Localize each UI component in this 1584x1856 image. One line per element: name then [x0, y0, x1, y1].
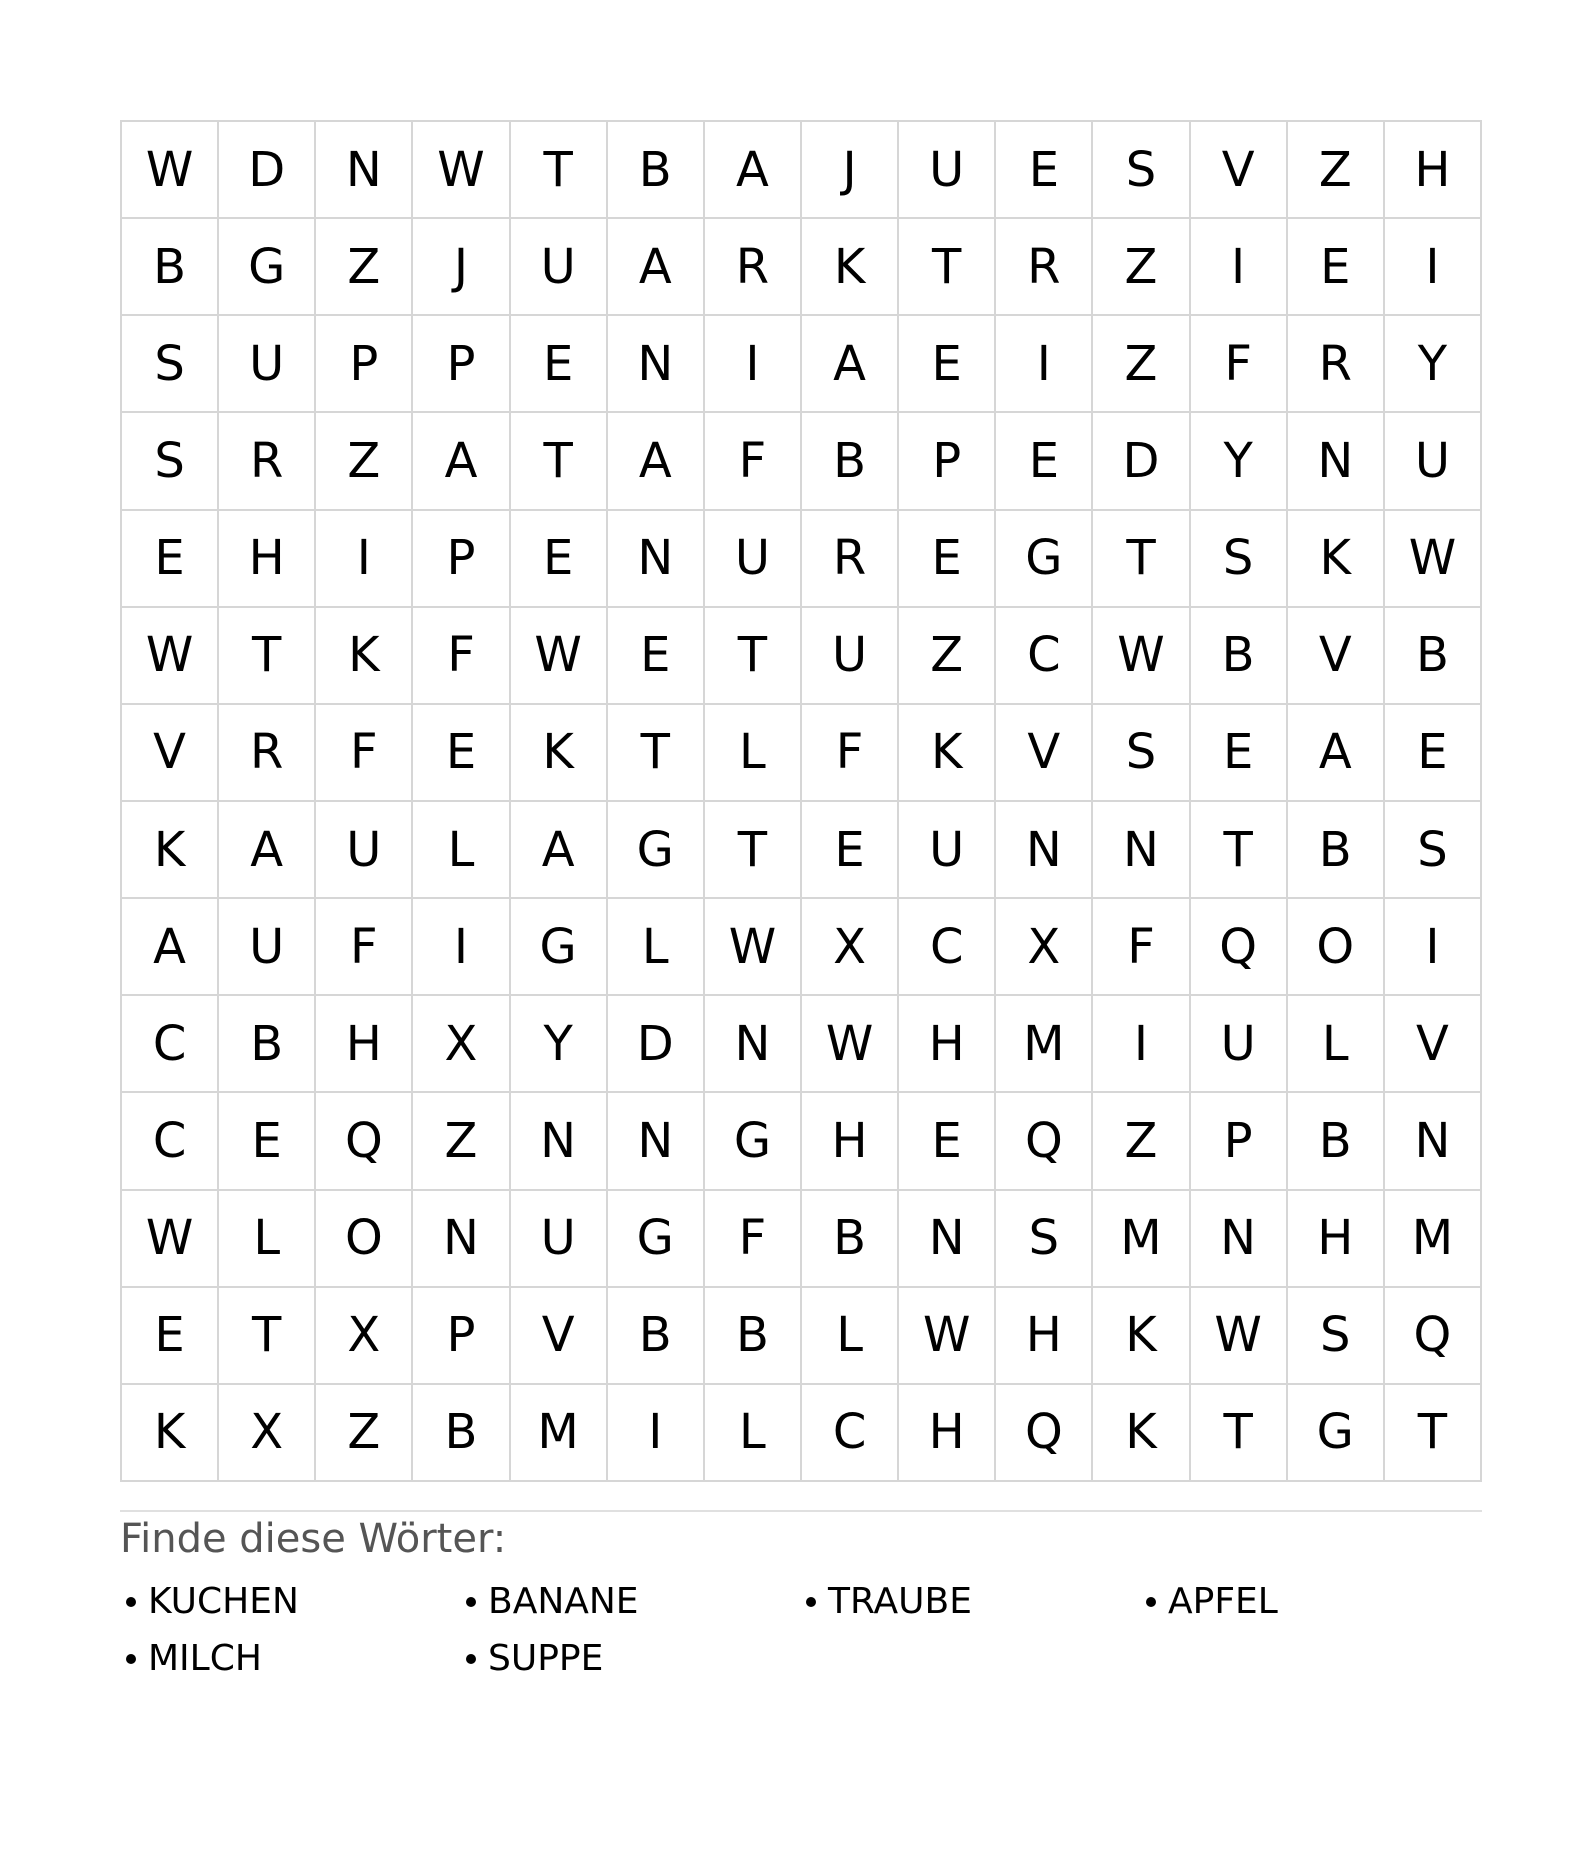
word-list-item — [460, 1630, 800, 1687]
grid-cell[interactable]: E — [1288, 219, 1385, 316]
grid-cell[interactable]: H — [802, 1093, 899, 1190]
grid-cell[interactable]: K — [899, 705, 996, 802]
divider — [120, 1510, 1482, 1512]
grid-cell[interactable]: G — [219, 219, 316, 316]
grid-cell[interactable]: E — [511, 316, 608, 413]
grid-cell[interactable]: R — [219, 413, 316, 510]
grid-cell[interactable]: E — [899, 511, 996, 608]
grid-cell[interactable]: H — [1288, 1191, 1385, 1288]
grid-cell[interactable]: T — [899, 219, 996, 316]
grid-cell[interactable]: T — [1191, 802, 1288, 899]
grid-cell[interactable]: W — [705, 899, 802, 996]
grid-cell[interactable]: B — [1288, 1093, 1385, 1190]
grid-cell[interactable]: N — [608, 511, 705, 608]
grid-cell[interactable]: K — [1093, 1385, 1190, 1482]
grid-cell[interactable]: S — [122, 413, 219, 510]
grid-cell[interactable]: V — [1191, 122, 1288, 219]
grid-cell[interactable]: I — [1191, 219, 1288, 316]
grid-cell[interactable]: P — [413, 511, 510, 608]
grid-cell[interactable]: K — [1093, 1288, 1190, 1385]
grid-cell[interactable]: T — [705, 802, 802, 899]
grid-cell[interactable]: K — [122, 802, 219, 899]
grid-cell[interactable]: B — [802, 1191, 899, 1288]
grid-cell[interactable]: W — [1191, 1288, 1288, 1385]
bullet-icon — [806, 1597, 816, 1607]
grid-cell[interactable]: K — [316, 608, 413, 705]
grid-cell[interactable]: Z — [1093, 1093, 1190, 1190]
grid-cell[interactable]: Z — [316, 1385, 413, 1482]
grid-cell[interactable]: T — [511, 122, 608, 219]
grid-cell[interactable]: B — [705, 1288, 802, 1385]
grid-cell[interactable]: G — [608, 802, 705, 899]
grid-cell[interactable]: H — [996, 1288, 1093, 1385]
grid-cell[interactable]: N — [705, 996, 802, 1093]
grid-cell[interactable]: E — [899, 316, 996, 413]
grid-cell[interactable]: D — [1093, 413, 1190, 510]
grid-cell[interactable]: F — [705, 1191, 802, 1288]
grid-cell[interactable]: C — [996, 608, 1093, 705]
grid-cell[interactable]: I — [996, 316, 1093, 413]
grid-cell[interactable]: I — [316, 511, 413, 608]
grid-cell[interactable]: N — [608, 1093, 705, 1190]
grid-cell[interactable]: P — [316, 316, 413, 413]
bullet-icon — [126, 1654, 136, 1664]
word-label: SUPPE — [488, 1638, 604, 1679]
word-list-item — [460, 1573, 800, 1630]
word-label: KUCHEN — [148, 1581, 299, 1622]
grid-cell[interactable]: B — [1385, 608, 1482, 705]
grid-cell[interactable]: C — [802, 1385, 899, 1482]
grid-cell[interactable]: A — [413, 413, 510, 510]
grid-cell[interactable]: A — [219, 802, 316, 899]
grid-cell[interactable]: W — [122, 1191, 219, 1288]
grid-cell[interactable]: P — [899, 413, 996, 510]
grid-cell[interactable]: N — [996, 802, 1093, 899]
grid-cell[interactable]: A — [122, 899, 219, 996]
grid-cell[interactable]: R — [1288, 316, 1385, 413]
grid-cell[interactable]: Z — [413, 1093, 510, 1190]
grid-cell[interactable]: M — [1093, 1191, 1190, 1288]
grid-cell[interactable]: I — [1093, 996, 1190, 1093]
grid-cell[interactable]: A — [608, 413, 705, 510]
grid-cell[interactable]: P — [413, 316, 510, 413]
word-label: TRAUBE — [828, 1581, 972, 1622]
grid-cell[interactable]: B — [413, 1385, 510, 1482]
grid-cell[interactable]: F — [413, 608, 510, 705]
grid-cell[interactable]: M — [996, 996, 1093, 1093]
grid-cell[interactable]: U — [1385, 413, 1482, 510]
grid-cell[interactable]: N — [511, 1093, 608, 1190]
word-label: MILCH — [148, 1638, 262, 1679]
word-list-heading: Finde diese Wörter: — [120, 1516, 507, 1562]
grid-cell[interactable]: Z — [316, 413, 413, 510]
grid-cell[interactable]: G — [705, 1093, 802, 1190]
grid-cell[interactable]: C — [899, 899, 996, 996]
grid-cell[interactable]: N — [608, 316, 705, 413]
grid-cell[interactable]: I — [413, 899, 510, 996]
grid-cell[interactable]: F — [316, 899, 413, 996]
grid-cell[interactable]: P — [413, 1288, 510, 1385]
grid-cell[interactable]: Y — [1191, 413, 1288, 510]
word-list-item — [120, 1573, 460, 1630]
grid-cell[interactable]: U — [899, 122, 996, 219]
grid-cell[interactable]: G — [511, 899, 608, 996]
grid-cell[interactable]: G — [608, 1191, 705, 1288]
grid-cell[interactable]: L — [219, 1191, 316, 1288]
grid-cell[interactable]: X — [413, 996, 510, 1093]
grid-cell[interactable]: S — [1093, 122, 1190, 219]
grid-cell[interactable]: U — [899, 802, 996, 899]
grid-cell[interactable]: Q — [1385, 1288, 1482, 1385]
grid-cell[interactable]: X — [996, 899, 1093, 996]
grid-cell[interactable]: T — [219, 1288, 316, 1385]
grid-cell[interactable]: O — [316, 1191, 413, 1288]
grid-cell[interactable]: N — [413, 1191, 510, 1288]
grid-cell[interactable]: T — [608, 705, 705, 802]
grid-cell[interactable]: A — [705, 122, 802, 219]
grid-cell[interactable]: U — [219, 899, 316, 996]
grid-cell[interactable]: J — [802, 122, 899, 219]
grid-cell[interactable]: Z — [1093, 316, 1190, 413]
grid-cell[interactable]: U — [511, 219, 608, 316]
grid-cell[interactable]: F — [1191, 316, 1288, 413]
bullet-icon — [466, 1597, 476, 1607]
grid-cell[interactable]: W — [899, 1288, 996, 1385]
grid-cell[interactable]: T — [1191, 1385, 1288, 1482]
grid-cell[interactable]: N — [899, 1191, 996, 1288]
grid-cell[interactable]: A — [1288, 705, 1385, 802]
grid-cell[interactable]: I — [1385, 899, 1482, 996]
grid-cell[interactable]: W — [413, 122, 510, 219]
grid-cell[interactable]: U — [1191, 996, 1288, 1093]
grid-cell[interactable]: U — [802, 608, 899, 705]
grid-cell[interactable]: X — [316, 1288, 413, 1385]
bullet-icon — [1146, 1597, 1156, 1607]
grid-cell[interactable]: Z — [316, 219, 413, 316]
grid-cell[interactable]: A — [511, 802, 608, 899]
grid-cell[interactable]: R — [219, 705, 316, 802]
grid-cell[interactable]: L — [608, 899, 705, 996]
grid-cell[interactable]: C — [122, 1093, 219, 1190]
grid-cell[interactable]: U — [316, 802, 413, 899]
grid-cell[interactable]: R — [802, 511, 899, 608]
grid-cell[interactable]: V — [1385, 996, 1482, 1093]
grid-cell[interactable]: V — [1288, 608, 1385, 705]
grid-cell[interactable]: G — [1288, 1385, 1385, 1482]
grid-cell[interactable]: L — [705, 705, 802, 802]
grid-cell[interactable]: E — [1191, 705, 1288, 802]
grid-cell[interactable]: D — [608, 996, 705, 1093]
grid-cell[interactable]: N — [1385, 1093, 1482, 1190]
grid-cell[interactable]: I — [705, 316, 802, 413]
grid-cell[interactable]: S — [1288, 1288, 1385, 1385]
grid-cell[interactable]: T — [511, 413, 608, 510]
grid-cell[interactable]: K — [802, 219, 899, 316]
grid-cell[interactable]: T — [705, 608, 802, 705]
grid-cell[interactable]: Y — [1385, 316, 1482, 413]
grid-cell[interactable]: V — [511, 1288, 608, 1385]
word-list-item — [800, 1573, 1140, 1630]
grid-cell[interactable]: E — [511, 511, 608, 608]
grid-cell[interactable]: H — [316, 996, 413, 1093]
grid-cell[interactable]: L — [705, 1385, 802, 1482]
grid-cell[interactable]: E — [122, 1288, 219, 1385]
grid-cell[interactable]: L — [802, 1288, 899, 1385]
grid-cell[interactable]: E — [1385, 705, 1482, 802]
grid-cell[interactable]: Q — [996, 1093, 1093, 1190]
grid-cell[interactable]: N — [1288, 413, 1385, 510]
grid-cell[interactable]: B — [1288, 802, 1385, 899]
grid-cell[interactable]: E — [122, 511, 219, 608]
word-label: APFEL — [1168, 1581, 1278, 1622]
grid-cell[interactable]: A — [802, 316, 899, 413]
grid-cell[interactable]: B — [219, 996, 316, 1093]
grid-cell[interactable]: N — [1093, 802, 1190, 899]
grid-cell[interactable]: B — [802, 413, 899, 510]
grid-cell[interactable]: K — [1288, 511, 1385, 608]
grid-cell[interactable]: F — [1093, 899, 1190, 996]
grid-cell[interactable]: L — [1288, 996, 1385, 1093]
grid-cell[interactable]: U — [219, 316, 316, 413]
grid-cell[interactable]: H — [899, 996, 996, 1093]
grid-cell[interactable]: V — [996, 705, 1093, 802]
grid-cell[interactable]: Q — [1191, 899, 1288, 996]
grid-cell[interactable]: R — [705, 219, 802, 316]
grid-cell[interactable]: E — [413, 705, 510, 802]
grid-cell[interactable]: N — [316, 122, 413, 219]
grid-cell[interactable]: X — [219, 1385, 316, 1482]
grid-cell[interactable]: B — [608, 1288, 705, 1385]
grid-cell[interactable]: E — [608, 608, 705, 705]
grid-cell[interactable]: L — [413, 802, 510, 899]
grid-cell[interactable]: R — [996, 219, 1093, 316]
grid-cell[interactable]: U — [511, 1191, 608, 1288]
grid-cell[interactable]: P — [1191, 1093, 1288, 1190]
grid-cell[interactable]: F — [705, 413, 802, 510]
grid-cell[interactable]: G — [996, 511, 1093, 608]
word-list-item — [1140, 1573, 1480, 1630]
grid-cell[interactable]: B — [122, 219, 219, 316]
grid-cell[interactable]: T — [219, 608, 316, 705]
word-list-item — [120, 1630, 460, 1687]
grid-cell[interactable]: T — [1093, 511, 1190, 608]
grid-cell[interactable]: W — [122, 122, 219, 219]
grid-cell[interactable]: E — [996, 122, 1093, 219]
grid-cell[interactable]: Z — [1288, 122, 1385, 219]
grid-cell[interactable]: V — [122, 705, 219, 802]
grid-cell[interactable]: W — [1385, 511, 1482, 608]
grid-cell[interactable]: S — [1191, 511, 1288, 608]
grid-cell[interactable]: S — [122, 316, 219, 413]
grid-cell[interactable]: X — [802, 899, 899, 996]
bullet-icon — [466, 1654, 476, 1664]
grid-cell[interactable]: S — [1093, 705, 1190, 802]
grid-cell[interactable]: M — [1385, 1191, 1482, 1288]
word-label: BANANE — [488, 1581, 639, 1622]
grid-cell[interactable]: U — [705, 511, 802, 608]
grid-cell[interactable]: B — [608, 122, 705, 219]
grid-cell[interactable]: K — [122, 1385, 219, 1482]
grid-cell[interactable]: E — [219, 1093, 316, 1190]
grid-cell[interactable]: S — [1385, 802, 1482, 899]
grid-cell[interactable]: W — [511, 608, 608, 705]
grid-cell[interactable]: Y — [511, 996, 608, 1093]
grid-cell[interactable]: W — [802, 996, 899, 1093]
grid-cell[interactable]: M — [511, 1385, 608, 1482]
grid-cell[interactable]: E — [899, 1093, 996, 1190]
grid-cell[interactable]: N — [1191, 1191, 1288, 1288]
grid-cell[interactable]: Q — [316, 1093, 413, 1190]
grid-cell[interactable]: O — [1288, 899, 1385, 996]
grid-cell[interactable]: J — [413, 219, 510, 316]
grid-cell[interactable]: F — [802, 705, 899, 802]
grid-cell[interactable]: W — [1093, 608, 1190, 705]
grid-cell[interactable]: F — [316, 705, 413, 802]
grid-cell[interactable]: E — [802, 802, 899, 899]
grid-cell[interactable]: I — [608, 1385, 705, 1482]
grid-cell[interactable]: C — [122, 996, 219, 1093]
word-list — [120, 1573, 1482, 1687]
grid-cell[interactable]: D — [219, 122, 316, 219]
grid-cell[interactable]: K — [511, 705, 608, 802]
grid-cell[interactable]: W — [122, 608, 219, 705]
grid-cell[interactable]: I — [1385, 219, 1482, 316]
grid-cell[interactable]: H — [219, 511, 316, 608]
grid-cell[interactable]: Z — [1093, 219, 1190, 316]
bullet-icon — [126, 1597, 136, 1607]
grid-cell[interactable]: A — [608, 219, 705, 316]
grid-cell[interactable]: B — [1191, 608, 1288, 705]
grid-cell[interactable]: S — [996, 1191, 1093, 1288]
grid-cell[interactable]: Z — [899, 608, 996, 705]
grid-cell[interactable]: H — [899, 1385, 996, 1482]
grid-cell[interactable]: T — [1385, 1385, 1482, 1482]
grid-cell[interactable]: H — [1385, 122, 1482, 219]
grid-cell[interactable]: E — [996, 413, 1093, 510]
word-search-grid — [120, 120, 1482, 1482]
grid-cell[interactable]: Q — [996, 1385, 1093, 1482]
